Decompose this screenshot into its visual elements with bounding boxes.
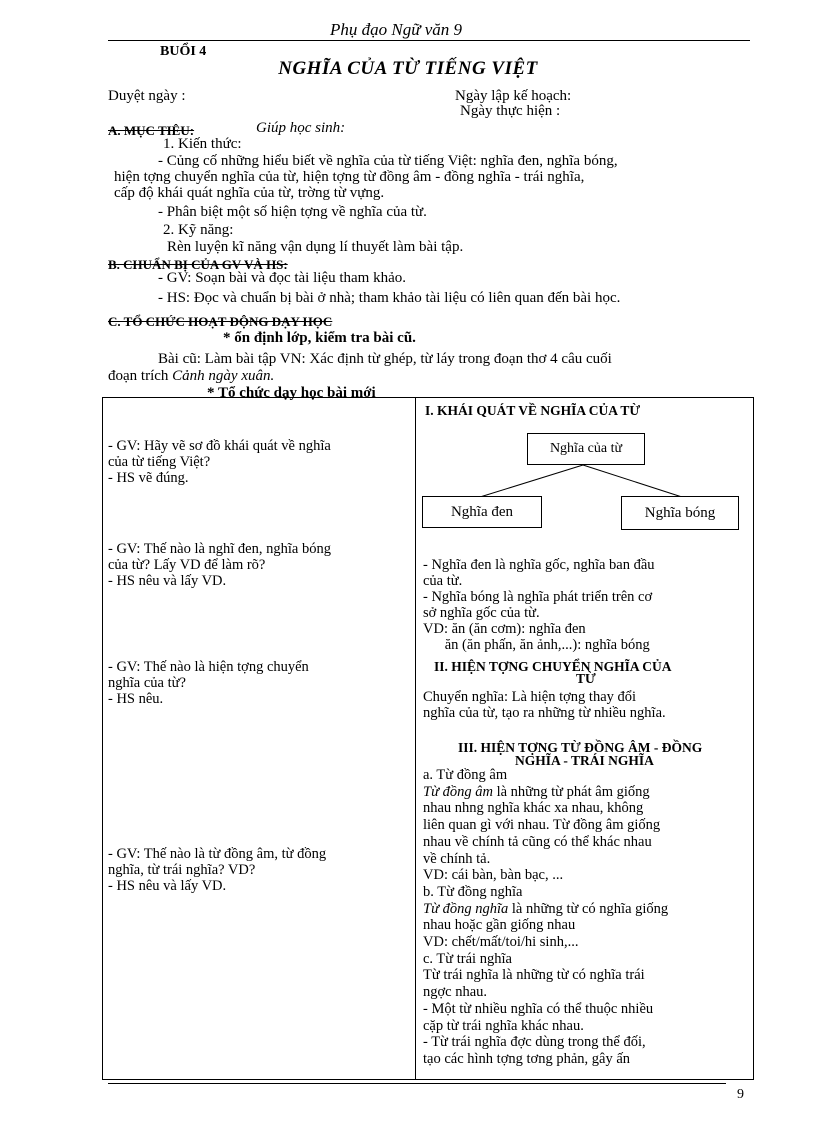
table-divider [415,397,416,1080]
knowledge-line: cấp độ khái quát nghĩa của từ, trờng từ vựng. [114,185,385,201]
section-3-content: a. Từ đồng âm Từ đồng âm là những từ phát âm giống nhau nhng nghĩa khác xa nhau, không liên quan gì với nhau. Từ đồng âm giống nhau về chính tả cũng có thể khác nhau về chính tả. VD: cái bàn, bàn bạc, ... b. Từ đồng nghĩa Từ đồng nghĩa là những từ có nghĩa giống nhau hoặc gần giống nhau VD: chết/mất/toi/hi sinh,... c. Từ trái nghĩa Từ trái nghĩa là những từ có nghĩa trái ngợc nhau. - Một từ nhiều nghĩa có thể thuộc nhiều cặp từ trái nghĩa khác nhau. - Từ trái nghĩa đợc dùng trong thể đối, tạo các hình tợng tơng phản, gây ấn [423,767,669,1067]
section-3-heading: III. HIỆN TỢNG TỪ ĐỒNG ÂM - ĐỒNG [458,740,703,755]
knowledge-line: - Phân biệt một số hiện tợng về nghĩa của từ. [158,204,427,220]
diagram-root-node: Nghĩa của từ [527,433,645,465]
preparation-heading: B. CHUẨN BỊ CỦA GV VÀ HS: [108,257,288,272]
footer-rule [108,1083,726,1084]
section-2-heading-cont: TỪ [576,671,596,686]
approved-date: Duyệt ngày : [108,88,186,104]
section-1-heading: I. KHÁI QUÁT VỀ NGHĨA CỦA TỪ [425,403,641,418]
execution-date: Ngày thực hiện : [460,103,561,119]
section-1-content: - Nghĩa đen là nghĩa gốc, nghĩa ban đầu của từ. - Nghĩa bóng là nghĩa phát triển trên cơ sở nghĩa gốc của từ. VD: ăn (ăn cơm): nghĩa đen ăn (ăn phấn, ăn ảnh,...): nghĩa bóng [423,557,655,653]
running-header: Phụ đạo Ngữ văn 9 [330,20,463,39]
session-label: BUỔI 4 [160,44,207,59]
page-title: NGHĨA CỦA TỪ TIẾNG VIỆT [278,58,538,79]
plan-date: Ngày lập kế hoạch: [455,88,572,104]
section-2-content: Chuyển nghĩa: Là hiện tợng thay đổi nghĩa của từ, tạo ra những từ nhiều nghĩa. [423,689,666,721]
objectives-intro: Giúp học sinh: [256,120,346,136]
new-lesson-heading: * Tổ chức dạy học bài mới [207,385,376,401]
skill-title: 2. Kỹ năng: [163,222,234,238]
knowledge-title: 1. Kiến thức: [163,136,242,152]
objectives-heading: A. MỤC TIÊU: [108,123,195,138]
section-3-heading-cont: NGHĨA - TRÁI NGHĨA [515,753,654,768]
activities-heading: C. TỔ CHỨC HOẠT ĐỘNG DẠY HỌC [108,314,333,329]
section-2-heading: II. HIỆN TỢNG CHUYỂN NGHĨA CỦA [434,659,672,674]
teacher-prep: - GV: Soạn bài và đọc tài liệu tham khảo. [158,270,406,286]
page-number: 9 [737,1087,744,1102]
diagram-literal-node: Nghĩa đen [422,496,542,528]
header-rule [108,40,750,41]
question-block: - GV: Thế nào là từ đồng âm, từ đồng nghĩa, từ trái nghĩa? VD? - HS nêu và lấy VD. [108,846,327,894]
student-prep: - HS: Đọc và chuẩn bị bài ở nhà; tham khảo tài liệu có liên quan đến bài học. [158,290,621,306]
homework-line: Bài cũ: Làm bài tập VN: Xác định từ ghép, từ láy trong đoạn thơ 4 câu cuối [158,351,612,367]
homework-line-2: đoạn trích Cảnh ngày xuân. [108,368,275,384]
question-block: - GV: Thế nào là nghĩ đen, nghĩa bóng của từ? Lấy VD để làm rõ? - HS nêu và lấy VD. [108,541,331,589]
diagram-figurative-node: Nghĩa bóng [621,496,739,530]
stabilize-line: * ổn định lớp, kiểm tra bài cũ. [223,330,416,346]
skill-line: Rèn luyện kĩ năng vận dụng lí thuyết làm bài tập. [167,239,464,255]
question-block: - GV: Thế nào là hiện tợng chuyển nghĩa của từ? - HS nêu. [108,659,309,707]
poem-title: Cảnh ngày xuân. [172,368,275,384]
knowledge-line: - Củng cố những hiểu biết về nghĩa của từ tiếng Việt: nghĩa đen, nghĩa bóng, [158,153,618,169]
question-block: - GV: Hãy vẽ sơ đồ khái quát về nghĩa của từ tiếng Việt? - HS vẽ đúng. [108,438,331,486]
knowledge-line: hiện tợng chuyển nghĩa của từ, hiện tợng từ đồng âm - đồng nghĩa - trái nghĩa, [114,169,585,185]
